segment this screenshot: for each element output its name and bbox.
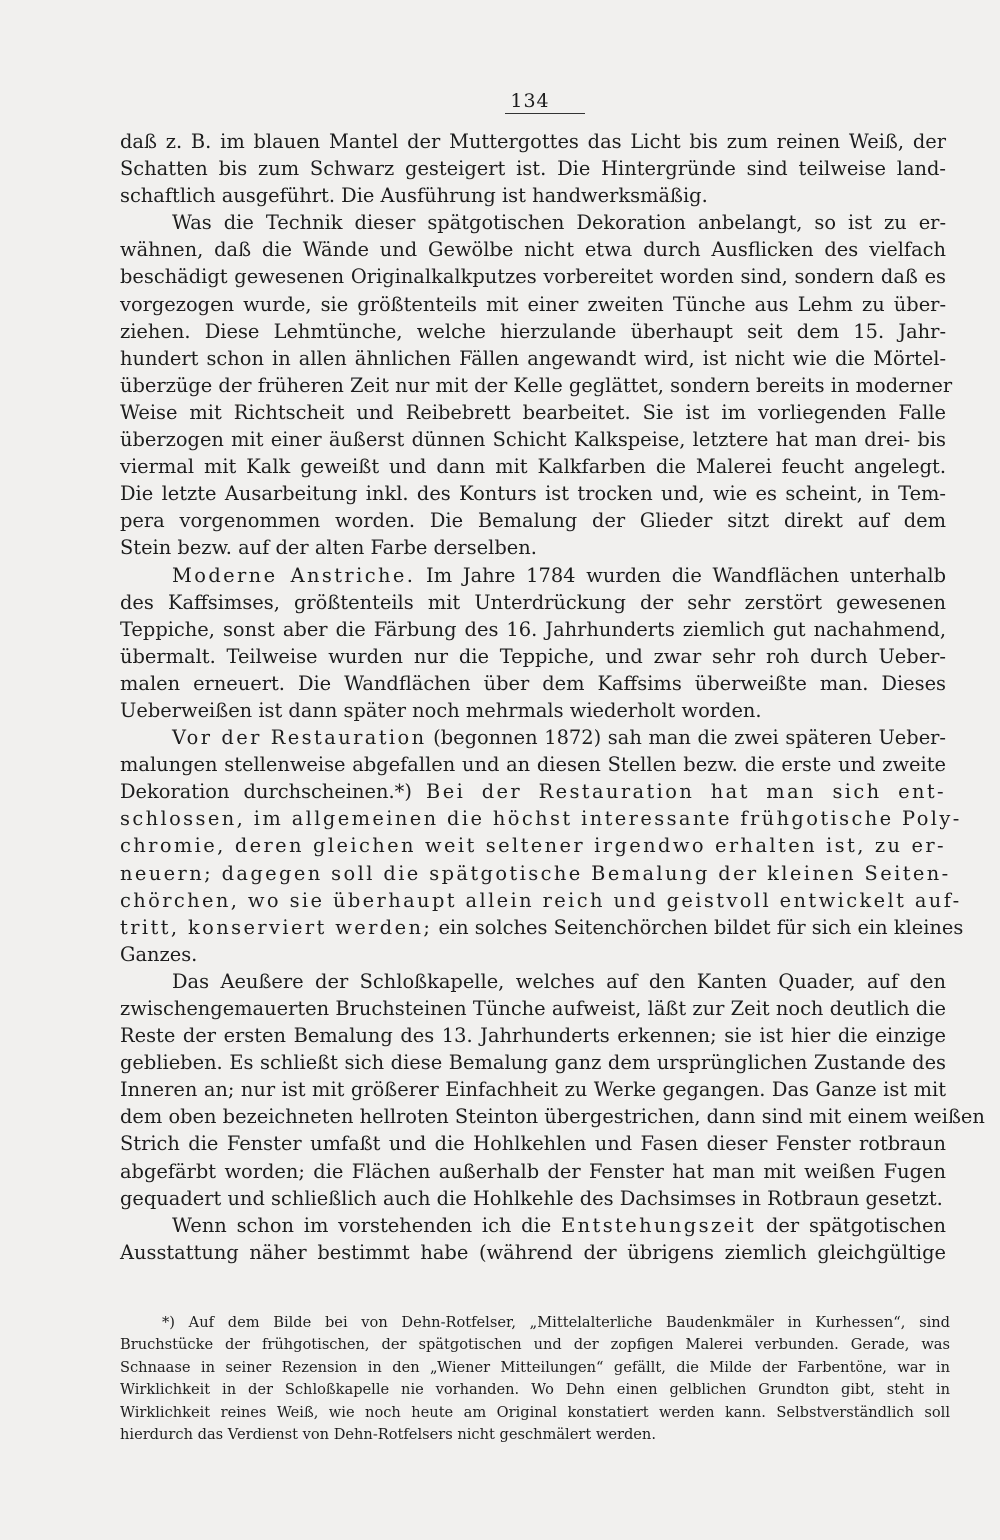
text-line: Strich die Fenster umfaßt und die Hohlkehlen und Fasen dieser Fenster rotbraun	[120, 1132, 946, 1156]
text-line: Teppiche, sonst aber die Färbung des 16. Jahrhunderts ziemlich gut nachahmend,	[120, 617, 946, 641]
footnote-line: *) Auf dem Bilde bei von Dehn-Rotfelser, „Mittelalterliche Baudenkmäler in Kurhessen“, sind	[162, 1314, 950, 1331]
text-line: Stein bezw. auf der alten Farbe derselben.	[120, 536, 537, 560]
text-line: wähnen, daß die Wände und Gewölbe nicht etwa durch Ausflicken des vielfach	[120, 238, 946, 262]
text-line: chörchen, wo sie überhaupt allein reich und geistvoll entwickelt auf-	[120, 888, 962, 912]
text-run: der spätgotischen	[766, 1213, 947, 1237]
text-line: geblieben. Es schließt sich diese Bemalung ganz dem ursprünglichen Zustande des	[120, 1051, 946, 1075]
spaced-text: tritt, konserviert werden;	[120, 915, 433, 939]
spaced-text: Entstehungszeit	[561, 1213, 757, 1237]
text-line: zwischengemauerten Bruchsteinen Tünche aufweist, läßt zur Zeit noch deutlich die	[120, 997, 946, 1020]
text-line: überzogen mit einer äußerst dünnen Schicht Kalkspeise, letztere hat man drei- bis	[120, 428, 946, 452]
text-line: Ueberweißen ist dann später noch mehrmals wiederholt worden.	[120, 698, 762, 722]
text-line: malungen stellenweise abgefallen und an diesen Stellen bezw. die erste und zweite	[120, 753, 946, 777]
text-line	[120, 778, 946, 805]
text-line: Reste der ersten Bemalung des 13. Jahrhunderts erkennen; sie ist hier die einzige	[120, 1024, 946, 1048]
footnote-line: Wirklichkeit in der Schloßkapelle nie vorhanden. Wo Dehn einen gelblichen Grundton gibt, steht in	[120, 1381, 950, 1399]
footnote-line: Wirklichkeit reines Weiß, wie noch heute am Original konstatiert werden kann. Selbstverständlich soll	[120, 1403, 950, 1421]
text-line: Ganzes.	[120, 942, 198, 966]
text-line: schlossen, im allgemeinen die höchst interessante frühgotische Poly-	[120, 807, 962, 831]
text-line	[120, 1212, 946, 1239]
text-line	[120, 914, 964, 941]
text-line: Die letzte Ausarbeitung inkl. des Konturs ist trocken und, wie es scheint, in Tem-	[120, 482, 946, 506]
text-line: daß z. B. im blauen Mantel der Muttergottes das Licht bis zum reinen Weiß, der	[120, 130, 946, 153]
text-line: malen erneuert. Die Wandflächen über dem Kaffsims überweißte man. Dieses	[120, 671, 946, 695]
text-line: Inneren an; nur ist mit größerer Einfachheit zu Werke gegangen. Das Ganze ist mit	[120, 1078, 946, 1102]
text-line: hundert schon in allen ähnlichen Fällen angewandt wird, ist nicht wie die Mörtel-	[120, 346, 946, 370]
text-run: Wenn schon im vorstehenden ich die	[172, 1213, 552, 1237]
body-text	[120, 128, 985, 1266]
text-line: beschädigt gewesenen Originalkalkputzes vorbereitet worden sind, sondern daß es	[120, 265, 946, 289]
text-run: ein solches Seitenchörchen bildet für sich ein kleines	[438, 915, 964, 939]
text-line: Das Aeußere der Schloßkapelle, welches auf den Kanten Quader, auf den	[172, 969, 946, 993]
spaced-text: Vor der Restauration	[172, 726, 427, 750]
text-line: überzüge der früheren Zeit nur mit der Kelle geglättet, sondern bereits in moderner	[120, 373, 953, 397]
text-run: (begonnen 1872) sah man die zwei späteren Ueber-	[433, 726, 946, 750]
text-line: chromie, deren gleichen weit seltener irgendwo erhalten ist, zu er-	[120, 834, 946, 858]
text-line: gequadert und schließlich auch die Hohlkehle des Dachsimses in Rotbraun gesetzt.	[120, 1186, 943, 1210]
text-line: abgefärbt worden; die Flächen außerhalb der Fenster hat man mit weißen Fugen	[120, 1159, 946, 1183]
text-line: Schatten bis zum Schwarz gesteigert ist. Die Hintergründe sind teilweise land-	[120, 157, 946, 181]
text-line: schaftlich ausgeführt. Die Ausführung ist handwerksmäßig.	[120, 184, 708, 208]
spaced-text: Bei der Restauration hat man sich ent-	[426, 780, 946, 804]
text-line	[120, 562, 946, 589]
text-line	[120, 724, 946, 751]
text-line: übermalt. Teilweise wurden nur die Teppiche, und zwar sehr roh durch Ueber-	[120, 644, 946, 668]
page-number-rule	[505, 113, 585, 114]
footnote-line: hierdurch das Verdienst von Dehn-Rotfelsers nicht geschmälert werden.	[120, 1426, 656, 1444]
footnote-line: Schnaase in seiner Rezension in den „Wiener Mitteilungen“ gefällt, die Milde der Farbentöne, war in	[120, 1358, 950, 1376]
text-line: neuern; dagegen soll die spätgotische Bemalung der kleinen Seiten-	[120, 861, 951, 885]
text-line: viermal mit Kalk geweißt und dann mit Kalkfarben die Malerei feucht angelegt.	[120, 455, 946, 479]
text-line: vorgezogen wurde, sie größtenteils mit einer zweiten Tünche aus Lehm zu über-	[120, 292, 946, 316]
footnotes	[120, 1312, 950, 1446]
text-line: dem oben bezeichneten hellroten Steinton übergestrichen, dann sind mit einem weißen	[120, 1105, 985, 1129]
spaced-heading: Moderne Anstriche.	[172, 563, 416, 587]
page-number: 134	[510, 90, 550, 112]
text-line: des Kaffsimses, größtenteils mit Unterdrückung der sehr zerstört gewesenen	[120, 590, 946, 614]
text-line: ziehen. Diese Lehmtünche, welche hierzulande überhaupt seit dem 15. Jahr-	[120, 319, 946, 343]
footnote-line: Bruchstücke der frühgotischen, der spätgotischen und der zopfigen Malerei verbunden. Gerade, was	[120, 1336, 950, 1354]
text-line: Weise mit Richtscheit und Reibebrett bearbeitet. Sie ist im vorliegenden Falle	[120, 400, 946, 424]
text-line: Was die Technik dieser spätgotischen Dekoration anbelangt, so ist zu er-	[172, 211, 946, 235]
text-line: Ausstattung näher bestimmt habe (während der übrigens ziemlich gleichgültige	[120, 1240, 946, 1264]
text-run: Dekoration durchscheinen.*)	[120, 780, 412, 804]
text-run: Im Jahre 1784 wurden die Wandflächen unterhalb	[426, 563, 946, 587]
text-line: pera vorgenommen worden. Die Bemalung der Glieder sitzt direkt auf dem	[120, 509, 946, 533]
